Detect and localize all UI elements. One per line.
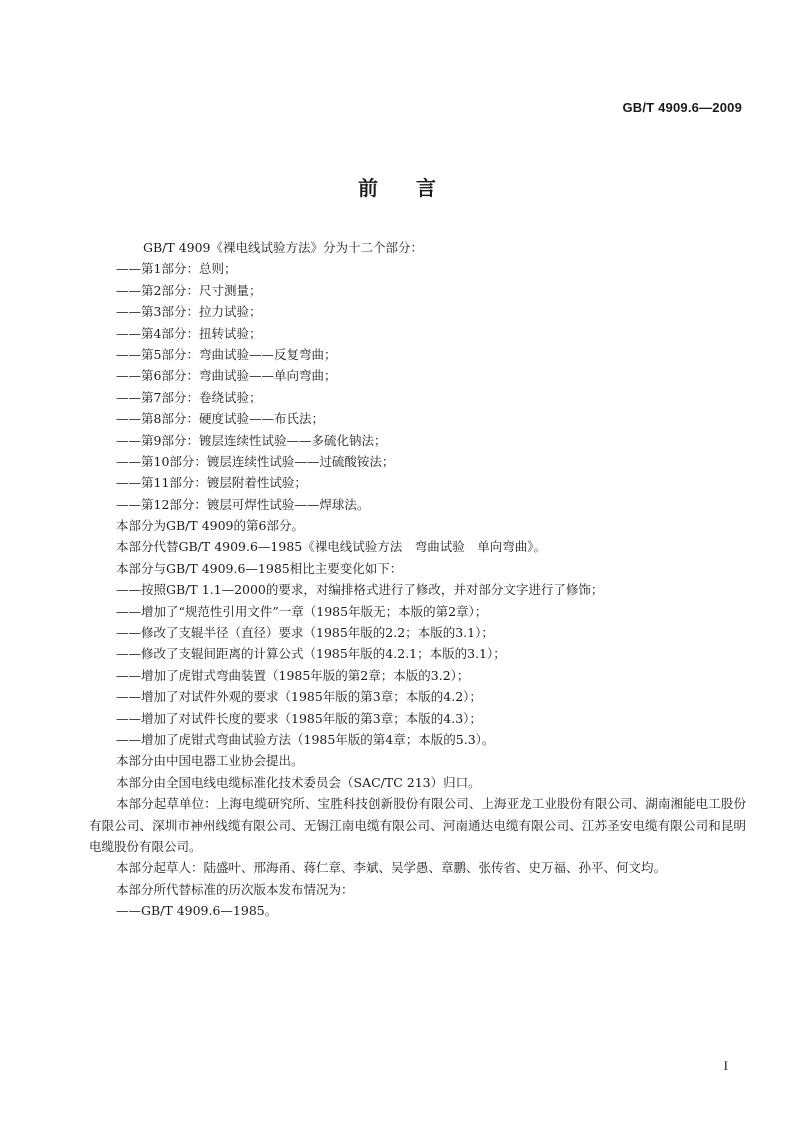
list-item: ——修改了支辊间距离的计算公式（1985年版的4.2.1；本版的3.1）； xyxy=(116,646,506,662)
list-item: ——第11部分：镀层附着性试验； xyxy=(116,475,307,491)
list-item: ——第2部分：尺寸测量； xyxy=(116,282,262,298)
statement-part: 本部分为GB/T 4909的第6部分。 xyxy=(116,518,304,534)
drafting-units-paragraph: 本部分起草单位：上海电缆研究所、宝胜科技创新股份有限公司、上海亚龙工业股份有限公司、湖南湘能电工股份有限公司、深圳市神州线缆有限公司、无锡江南电缆有限公司、河南通达电缆有限公司、江苏圣安电缆有限公司和昆明电缆股份有限公司。 xyxy=(89,796,746,854)
list-item: ——第1部分：总则； xyxy=(116,261,237,277)
page-number: I xyxy=(723,1058,728,1073)
list-item: ——第12部分：镀层可焊性试验——焊球法。 xyxy=(116,496,370,512)
statement-replace: 本部分代替GB/T 4909.6—1985《裸电线试验方法 弯曲试验 单向弯曲》。 xyxy=(116,539,546,555)
list-item: ——第10部分：镀层连续性试验——过硫酸铵法； xyxy=(116,453,395,469)
list-item: ——第7部分：卷绕试验； xyxy=(116,389,262,405)
foreword-body xyxy=(89,237,746,922)
intro-line: GB/T 4909《裸电线试验方法》分为十二个部分： xyxy=(143,240,424,255)
history-intro-line: 本部分所代替标准的历次版本发布情况为： xyxy=(116,881,354,897)
changes-list xyxy=(116,579,746,750)
standard-number: GB/T 4909.6—2009 xyxy=(622,100,742,115)
list-item: ——增加了对试件外观的要求（1985年版的第3章；本版的4.2）； xyxy=(116,689,482,705)
list-item: ——第3部分：拉力试验； xyxy=(116,304,262,320)
list-item: ——第9部分：镀层连续性试验——多硫化钠法； xyxy=(116,432,387,448)
proposer-line: 本部分由中国电器工业协会提出。 xyxy=(116,753,304,769)
list-item: ——按照GB/T 1.1—2000的要求，对编排格式进行了修改，并对部分文字进行了修饰； xyxy=(116,582,604,598)
list-item: ——GB/T 4909.6—1985。 xyxy=(116,903,278,919)
list-item: ——增加了对试件长度的要求（1985年版的第3章；本版的4.3）； xyxy=(116,710,482,726)
list-item: ——第5部分：弯曲试验——反复弯曲； xyxy=(116,346,337,362)
centralized-line: 本部分由全国电线电缆标准化技术委员会（SAC/TC 213）归口。 xyxy=(116,774,481,790)
list-item: ——增加了虎钳式弯曲试验方法（1985年版的第4章；本版的5.3）。 xyxy=(116,731,495,747)
list-item: ——修改了支辊半径（直径）要求（1985年版的2.2；本版的3.1）； xyxy=(116,625,494,641)
drafters-line: 本部分起草人：陆盛叶、邢海甬、蒋仁章、李斌、吴学愚、章鹏、张传省、史万福、孙平、何文均。 xyxy=(116,860,667,876)
statement-changes: 本部分与GB/T 4909.6—1985相比主要变化如下： xyxy=(116,560,403,576)
page-title: 前言 xyxy=(358,176,474,200)
list-item: ——第8部分：硬度试验——布氏法； xyxy=(116,411,324,427)
list-item: ——第6部分：弯曲试验——单向弯曲； xyxy=(116,368,337,384)
list-item: ——增加了虎钳式弯曲装置（1985年版的第2章；本版的3.2）； xyxy=(116,667,470,683)
parts-list xyxy=(116,258,746,515)
list-item: ——增加了“规范性引用文件”一章（1985年版无；本版的第2章）； xyxy=(116,603,488,619)
list-item: ——第4部分：扭转试验； xyxy=(116,325,262,341)
